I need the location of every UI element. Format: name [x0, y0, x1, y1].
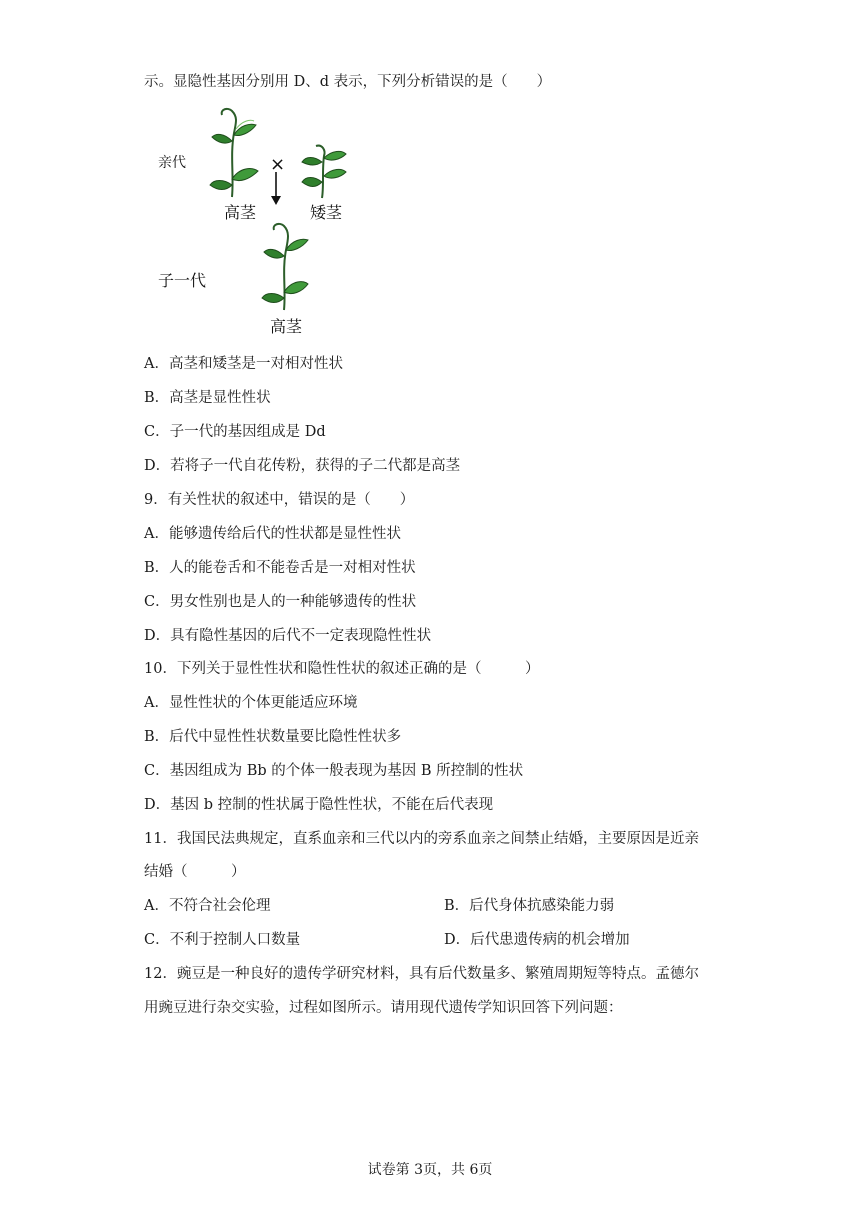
q9-option-b: B．人的能卷舌和不能卷舌是一对相对性状 — [144, 560, 416, 576]
q8-option-a: A．高茎和矮茎是一对相对性状 — [144, 356, 343, 372]
parent1-label: 高茎 — [224, 203, 257, 222]
q11-option-c: C．不利于控制人口数量 — [144, 932, 301, 948]
q11-stem-line1: 11．我国民法典规定，直系血亲和三代以内的旁系血亲之间禁止结婚，主要原因是近亲 — [144, 831, 699, 847]
parent-generation-label: 亲代 — [158, 155, 186, 171]
page-footer: 试卷第 3页，共 6页 — [367, 1162, 493, 1178]
q9-option-a: A．能够遗传给后代的性状都是显性性状 — [144, 526, 401, 542]
q9-stem: 9．有关性状的叙述中，错误的是（ ） — [144, 492, 415, 508]
q8-option-c: C．子一代的基因组成是 Dd — [144, 424, 326, 440]
q10-option-d: D．基因 b 控制的性状属于隐性性状，不能在后代表现 — [144, 797, 494, 813]
q11-option-b: B．后代身体抗感染能力弱 — [444, 898, 615, 914]
q10-stem: 10．下列关于显性性状和隐性性状的叙述正确的是（ ） — [144, 661, 540, 677]
q12-stem-line2: 用豌豆进行杂交实验，过程如图所示。请用现代遗传学知识回答下列问题： — [144, 1000, 623, 1016]
q8-option-b: B．高茎是显性性状 — [144, 390, 271, 406]
offspring-generation-label: 子一代 — [158, 271, 207, 290]
q11-stem-line2: 结婚（ ） — [144, 864, 246, 880]
q10-option-b: B．后代中显性性状数量要比隐性性状多 — [144, 729, 402, 745]
short-pea-plant-icon — [302, 140, 348, 200]
q10-option-a: A．显性性状的个体更能适应环境 — [144, 695, 358, 711]
tall-pea-plant-icon — [210, 105, 260, 200]
cross-symbol: × — [270, 154, 286, 175]
down-arrow-icon — [270, 172, 282, 206]
q9-option-d: D．具有隐性基因的后代不一定表现隐性性状 — [144, 628, 432, 644]
q11-option-a: A．不符合社会伦理 — [144, 898, 271, 914]
offspring-tall-pea-plant-icon — [258, 220, 308, 312]
parent2-label: 矮茎 — [310, 203, 343, 222]
q11-option-d: D．后代患遗传病的机会增加 — [444, 932, 630, 948]
q12-stem-line1: 12．豌豆是一种良好的遗传学研究材料，具有后代数量多、繁殖周期短等特点。孟德尔 — [144, 966, 699, 982]
q8-stem: 示。显隐性基因分别用 D、d 表示，下列分析错误的是（ ） — [144, 74, 552, 90]
q10-option-c: C．基因组成为 Bb 的个体一般表现为基因 B 所控制的性状 — [144, 763, 524, 779]
offspring-label: 高茎 — [270, 317, 303, 336]
q9-option-c: C．男女性别也是人的一种能够遗传的性状 — [144, 594, 417, 610]
q8-option-d: D．若将子一代自花传粉，获得的子二代都是高茎 — [144, 458, 461, 474]
